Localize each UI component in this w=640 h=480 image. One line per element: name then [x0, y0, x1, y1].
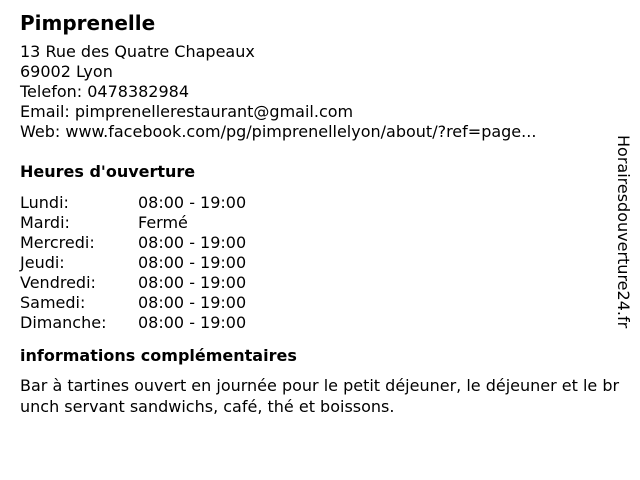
opening-hours-heading: Heures d'ouverture — [20, 162, 196, 181]
business-name: Pimprenelle — [20, 11, 156, 35]
business-card — [20, 9, 620, 417]
hours-value: 08:00 - 19:00 — [138, 273, 247, 292]
additional-info-text: Bar à tartines ouvert en journée pour le petit déjeuner, le déjeuner et le brunch servant sandwichs, café, thé et boissons. — [20, 376, 620, 416]
hours-row-samedi — [20, 293, 600, 313]
hours-value: 08:00 - 19:00 — [138, 233, 247, 252]
street-address: 13 Rue des Quatre Chapeaux — [20, 42, 255, 61]
hours-value: Fermé — [138, 213, 188, 232]
hours-row-mardi — [20, 213, 600, 233]
day-label: Mardi: — [20, 213, 70, 232]
additional-info-heading: informations complémentaires — [20, 346, 297, 365]
day-label: Mercredi: — [20, 233, 95, 252]
opening-hours-list — [20, 193, 600, 333]
phone-number: Telefon: 0478382984 — [20, 82, 190, 101]
hours-row-dimanche — [20, 313, 600, 333]
day-label: Vendredi: — [20, 273, 96, 292]
hours-value: 08:00 - 19:00 — [138, 193, 247, 212]
postal-city: 69002 Lyon — [20, 62, 113, 81]
email-address: Email: pimprenellerestaurant@gmail.com — [20, 102, 354, 121]
hours-row-jeudi — [20, 253, 600, 273]
hours-row-mercredi — [20, 233, 600, 253]
hours-row-lundi — [20, 193, 600, 213]
website-url: Web: www.facebook.com/pg/pimprenellelyon/about/?ref=page... — [20, 122, 537, 141]
day-label: Samedi: — [20, 293, 86, 312]
hours-value: 08:00 - 19:00 — [138, 253, 247, 272]
day-label: Dimanche: — [20, 313, 107, 332]
site-watermark: Horairesdouverture24.fr — [614, 135, 633, 329]
day-label: Jeudi: — [20, 253, 65, 272]
hours-value: 08:00 - 19:00 — [138, 313, 247, 332]
day-label: Lundi: — [20, 193, 69, 212]
hours-value: 08:00 - 19:00 — [138, 293, 247, 312]
hours-row-vendredi — [20, 273, 600, 293]
